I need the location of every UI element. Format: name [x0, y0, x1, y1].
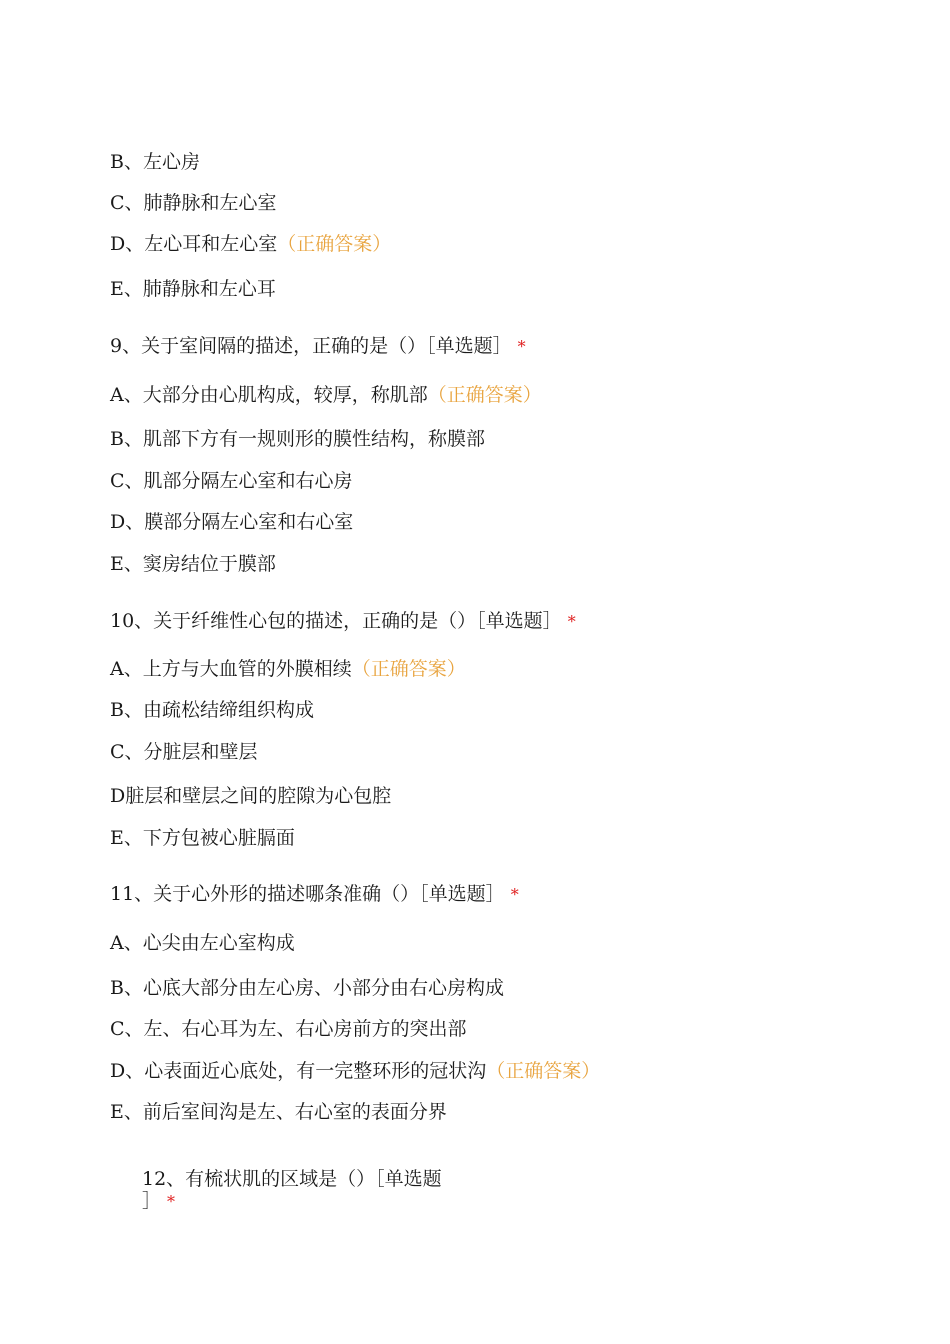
option-text: B、心底大部分由左心房、小部分由右心房构成 — [110, 977, 504, 999]
q11-option-d — [110, 1059, 600, 1083]
option-text: D、左心耳和左心室 — [110, 233, 278, 255]
option-text: B、左心房 — [110, 151, 200, 173]
correct-answer-tag: （正确答案） — [486, 1060, 601, 1082]
option-text: C、肌部分隔左心室和右心房 — [110, 470, 353, 492]
q9-title — [110, 334, 526, 359]
q10-option-c — [110, 740, 258, 764]
q11-option-a — [110, 931, 295, 955]
option-text: C、左、右心耳为左、右心房前方的突出部 — [110, 1018, 467, 1040]
option-text: B、肌部下方有一规则形的膜性结构，称膜部 — [110, 428, 485, 450]
q8-option-e — [110, 277, 276, 301]
correct-answer-tag: （正确答案） — [277, 233, 392, 255]
correct-answer-tag: （正确答案） — [427, 384, 542, 406]
correct-answer-tag: （正确答案） — [351, 658, 466, 680]
question-title-line-1: 12、有梳状肌的区域是（）［单选题 — [142, 1168, 442, 1190]
option-text: A、心尖由左心室构成 — [110, 932, 295, 954]
question-title: 11、关于心外形的描述哪条准确（）［单选题］ — [110, 883, 505, 905]
option-text: E、窦房结位于膜部 — [110, 553, 276, 575]
q10-option-e — [110, 826, 295, 850]
option-text: E、前后室间沟是左、右心室的表面分界 — [110, 1101, 447, 1123]
question-title: 10、关于纤维性心包的描述，正确的是（）［单选题］ — [110, 610, 562, 632]
q9-option-c — [110, 469, 353, 493]
required-mark: * — [567, 612, 576, 631]
q10-option-b — [110, 698, 314, 722]
q10-title — [110, 609, 576, 634]
option-text: D、心表面近心底处，有一完整环形的冠状沟 — [110, 1060, 487, 1082]
q9-option-a — [110, 383, 542, 407]
q10-option-a — [110, 657, 466, 681]
q8-option-b — [110, 150, 200, 174]
option-text: E、肺静脉和左心耳 — [110, 278, 276, 300]
q11-option-b — [110, 976, 504, 1000]
option-text: E、下方包被心脏膈面 — [110, 827, 295, 849]
option-text: C、肺静脉和左心室 — [110, 192, 277, 214]
required-mark: * — [510, 885, 519, 904]
required-mark: * — [517, 337, 526, 356]
q11-title — [110, 882, 519, 907]
q9-option-b — [110, 427, 485, 451]
option-text: D、膜部分隔左心室和右心室 — [110, 511, 354, 533]
option-text: B、由疏松结缔组织构成 — [110, 699, 314, 721]
option-text: D脏层和壁层之间的腔隙为心包腔 — [110, 785, 392, 807]
required-mark: * — [167, 1192, 176, 1211]
q12-title — [142, 1168, 482, 1213]
option-text: A、大部分由心肌构成，较厚，称肌部 — [110, 384, 428, 406]
q11-option-e — [110, 1100, 447, 1124]
q8-option-c — [110, 191, 277, 215]
option-text: A、上方与大血管的外膜相续 — [110, 658, 352, 680]
q9-option-e — [110, 552, 276, 576]
question-title-bracket: ］ — [142, 1190, 162, 1212]
q9-option-d — [110, 510, 353, 534]
q11-option-c — [110, 1017, 467, 1041]
option-text: C、分脏层和壁层 — [110, 741, 258, 763]
question-title: 9、关于室间隔的描述，正确的是（）［单选题］ — [110, 335, 512, 357]
q10-option-d — [110, 784, 391, 808]
question-title-line-2 — [142, 1190, 482, 1213]
q8-option-d — [110, 232, 391, 256]
